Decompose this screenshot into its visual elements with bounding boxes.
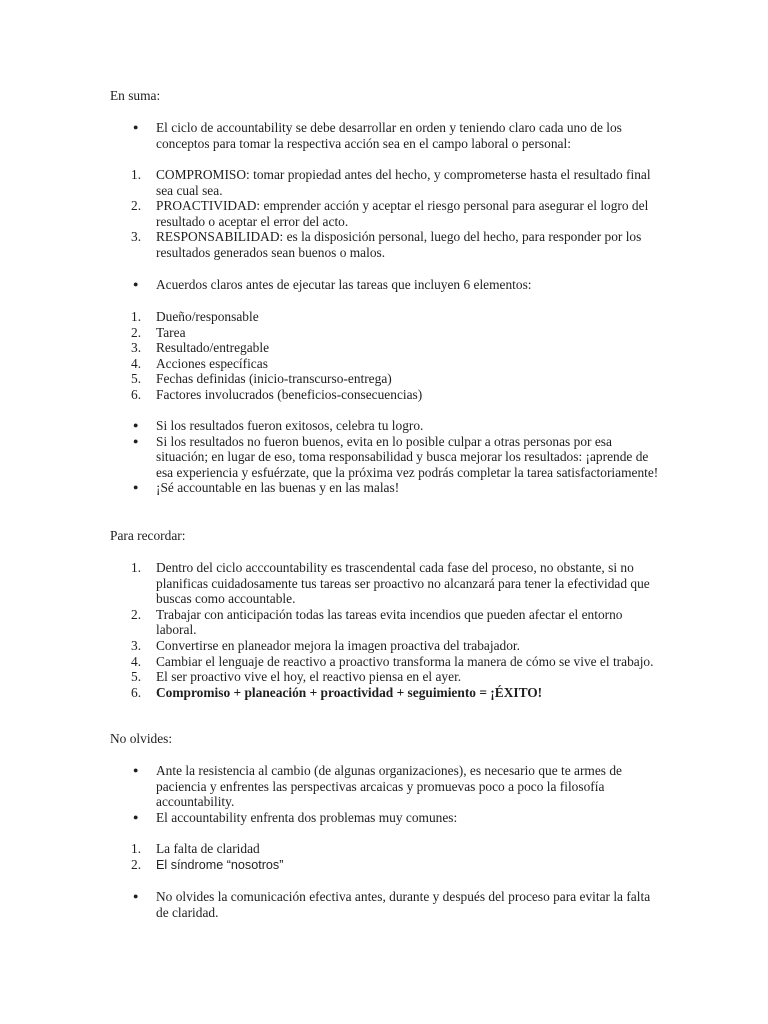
list-item-text: Acuerdos claros antes de ejecutar las tareas que incluyen 6 elementos: [156,277,532,292]
list-item [110,418,666,434]
list-item-text: Factores involucrados (beneficios-consecuencias) [156,386,423,402]
list-number: 3. [131,637,142,653]
list-number: 6. [131,684,142,700]
list-item-text: El ser proactivo vive el hoy, el reactivo piensa en el ayer. [156,669,462,685]
list-item-text: Ante la resistencia al cambio (de algunas organizaciones), es necesario que te armes de paciencia y enfrentes las perspectivas arcaicas y promuevas poco a poco la filosofía accountability. [156,763,622,810]
agreement-elements-list [110,309,666,403]
list-item-text: RESPONSABILIDAD: es la disposición personal, luego del hecho, para responder por los resultados generados sean buenos o malos. [156,229,642,260]
list-item-text: COMPROMISO: tomar propiedad antes del hecho, y comprometerse hasta el resultado final sea cual sea. [156,167,651,198]
agreements-bullet-list [110,277,666,293]
bullet-icon: ● [133,435,139,446]
list-number: 1. [131,167,142,182]
list-item-text: Trabajar con anticipación todas las tareas evita incendios que pueden afectar el entorno laboral. [156,606,623,638]
success-formula-text: Compromiso + planeación + proactividad + seguimiento = ¡ÉXITO! [156,684,543,700]
list-item [110,560,666,607]
list-number: 1. [131,309,142,324]
list-item [110,340,666,356]
dont-forget-heading: No olvides: [110,731,173,746]
dont-forget-bullet-list [110,763,666,825]
list-item-text: Si los resultados no fueron buenos, evita en lo posible culpar a otras personas por esa situación; en lugar de eso, toma responsabilidad y busca mejorar los resultados: ¡aprende de esa experiencia y esfuérzate, que la próxima vez podrás completar la tarea satisfactoriamente! [156,433,659,480]
list-item [110,638,666,654]
list-number: 3. [131,229,142,245]
list-item [110,480,666,496]
list-number: 2. [131,856,142,872]
bullet-icon: ● [133,765,139,775]
list-item-text: PROACTIVIDAD: emprender acción y aceptar el riesgo personal para asegurar el logro del resultado o aceptar el error del acto. [156,198,649,229]
list-item-text: Dueño/responsable [156,309,259,324]
list-item [110,841,666,857]
list-item-text: Fechas definidas (inicio-transcurso-entrega) [156,371,392,387]
list-item [110,120,666,151]
list-item [110,325,666,341]
list-item [110,857,666,874]
list-item [110,277,666,293]
list-item-text: Tarea [156,324,186,340]
list-item-text: Si los resultados fueron exitosos, celebra tu logro. [156,418,424,433]
list-number: 4. [131,355,142,371]
list-number: 2. [131,324,142,340]
list-item [110,198,666,229]
list-item [110,607,666,638]
common-problems-list [110,841,666,873]
list-number: 4. [131,653,142,669]
list-item-text: ¡Sé accountable en las buenas y en las malas! [156,480,400,496]
list-item-text: Convertirse en planeador mejora la imagen proactiva del trabajador. [156,637,520,653]
list-item-text: El ciclo de accountability se debe desarrollar en orden y teniendo claro cada uno de los conceptos para tomar la respectiva acción sea en el campo laboral o personal: [156,120,622,151]
bullet-icon: ● [133,420,139,430]
results-bullet-list [110,418,666,496]
list-item [110,387,666,403]
list-item [110,763,666,810]
list-item-text: Resultado/entregable [156,340,270,356]
list-item [110,309,666,325]
list-item [110,685,666,701]
list-number: 6. [131,386,142,402]
list-number: 5. [131,669,142,685]
list-number: 1. [131,841,142,856]
bullet-icon: ● [133,482,139,493]
intro-heading: En suma: [110,88,161,103]
list-number: 2. [131,198,142,214]
list-item-text: El accountability enfrenta dos problemas muy comunes: [156,809,458,825]
list-number: 5. [131,371,142,387]
closing-bullet-list [110,889,666,920]
list-item-text: Dentro del ciclo acccountability es trascendental cada fase del proceso, no obstante, si no planificas cuidadosamente tus tareas ser proactivo no alcanzará para tener la efectividad que buscas como accountable. [156,560,650,607]
list-item-text: Cambiar el lenguaje de reactivo a proactivo transforma la manera de cómo se vive el trabajo. [156,653,654,669]
list-number: 2. [131,606,142,622]
list-item [110,669,666,685]
remember-heading: Para recordar: [110,528,186,543]
list-item-text: No olvides la comunicación efectiva antes, durante y después del proceso para evitar la falta de claridad. [156,889,651,920]
list-item [110,371,666,387]
intro-bullet-list [110,120,666,151]
remember-list [110,560,666,700]
list-item [110,167,666,198]
list-item [110,434,666,481]
list-item-text: El síndrome “nosotros” [156,857,284,872]
bullet-icon: ● [133,811,139,822]
bullet-icon: ● [133,122,139,132]
list-number: 3. [131,340,142,356]
list-item [110,810,666,826]
list-item [110,229,666,260]
list-item-text: Acciones específicas [156,355,268,371]
list-number: 1. [131,560,142,575]
list-item [110,889,666,920]
bullet-icon: ● [133,279,139,289]
list-item [110,356,666,372]
bullet-icon: ● [133,891,139,901]
cycle-steps-list [110,167,666,261]
list-item [110,654,666,670]
list-item-text: La falta de claridad [156,841,260,856]
